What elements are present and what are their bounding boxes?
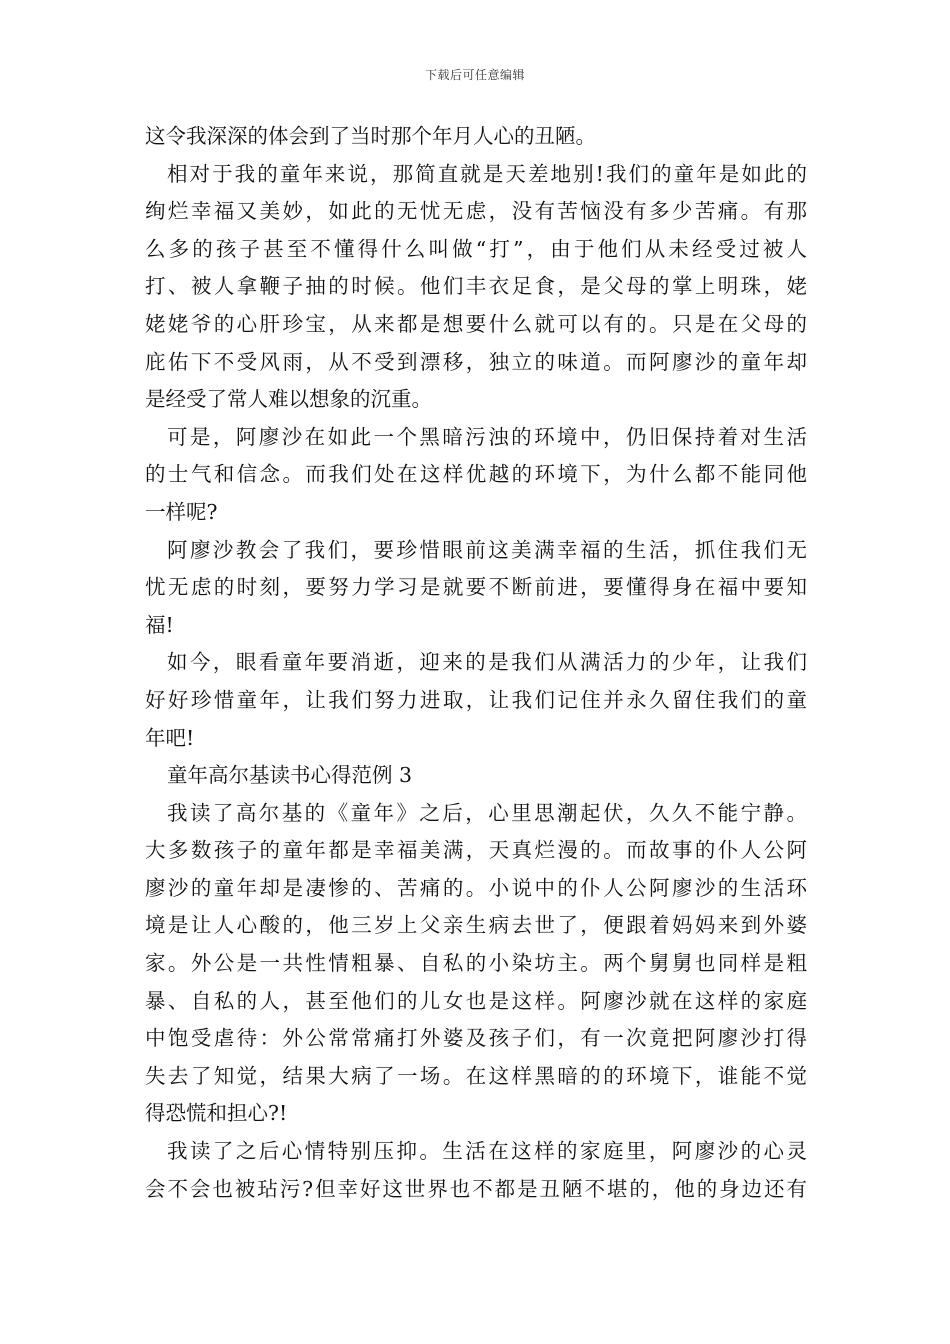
text-line: 暴、自私的人，甚至他们的儿女也是这样。阿廖沙就在这样的家庭 [145, 988, 807, 1013]
text-line: 好好珍惜童年，让我们努力进取，让我们记住并永久留住我们的童 [145, 687, 807, 712]
paragraph [145, 419, 807, 532]
text-line: 大多数孩子的童年都是幸福美满，天真烂漫的。而故事的仆人公阿 [145, 838, 807, 863]
paragraph [145, 795, 807, 1133]
paragraph [145, 118, 807, 156]
section-heading: 童年高尔基读书心得范例 3 [167, 763, 413, 788]
text-line: 的士气和信念。而我们处在这样优越的环境下，为什么都不能同他 [145, 462, 807, 487]
text-line: 相对于我的童年来说，那简直就是天差地别!我们的童年是如此的 [167, 161, 807, 186]
text-line: 忧无虑的时刻，要努力学习是就要不断前进，要懂得身在福中要知 [145, 575, 807, 600]
text-line: 打、被人拿鞭子抽的时候。他们丰衣足食，是父母的掌上明珠，姥 [145, 274, 807, 299]
text-line: 么多的孩子甚至不懂得什么叫做“打”，由于他们从未经受过被人 [145, 236, 807, 261]
text-line: 失去了知觉，结果大病了一场。在这样黑暗的的环境下，谁能不觉 [145, 1063, 807, 1088]
text-line: 庇佑下不受风雨，从不受到漂移，独立的味道。而阿廖沙的童年却 [145, 349, 807, 374]
paragraph [145, 644, 807, 757]
text-line: 会不会也被玷污?但幸好这世界也不都是丑陋不堪的，他的身边还有 [145, 1176, 807, 1201]
paragraph [145, 1133, 807, 1208]
text-line: 我读了高尔基的《童年》之后，心里思潮起伏，久久不能宁静。 [167, 800, 807, 825]
text-line: 如今，眼看童年要消逝，迎来的是我们从满活力的少年，让我们 [167, 650, 807, 675]
text-line: 年吧! [145, 725, 195, 750]
text-line: 廖沙的童年却是凄惨的、苦痛的。小说中的仆人公阿廖沙的生活环 [145, 875, 807, 900]
text-line: 境是让人心酸的，他三岁上父亲生病去世了，便跟着妈妈来到外婆 [145, 913, 807, 938]
text-line: 是经受了常人难以想象的沉重。 [145, 387, 432, 412]
text-line: 这令我深深的体会到了当时那个年月人心的丑陋。 [145, 124, 596, 148]
page-header: 下载后可任意编辑 [424, 68, 525, 82]
text-line: 我读了之后心情特别压抑。生活在这样的家庭里，阿廖沙的心灵 [167, 1139, 807, 1164]
document-body [145, 118, 807, 1208]
text-line: 绚烂幸福又美妙，如此的无忧无虑，没有苦恼没有多少苦痛。有那 [145, 199, 807, 224]
text-line: 一样呢? [145, 499, 218, 524]
text-line: 得恐慌和担心?! [145, 1101, 288, 1126]
text-line: 姥姥爷的心肝珍宝，从来都是想要什么就可以有的。只是在父母的 [145, 311, 807, 336]
paragraph [145, 156, 807, 419]
text-line: 阿廖沙教会了我们，要珍惜眼前这美满幸福的生活，抓住我们无 [167, 537, 807, 562]
text-line: 中饱受虐待：外公常常痛打外婆及孩子们，有一次竟把阿廖沙打得 [145, 1026, 807, 1051]
text-line: 家。外公是一共性情粗暴、自私的小染坊主。两个舅舅也同样是粗 [145, 951, 807, 976]
paragraph [145, 532, 807, 645]
text-line: 可是，阿廖沙在如此一个黑暗污浊的环境中，仍旧保持着对生活 [167, 424, 807, 449]
text-line: 福! [145, 612, 174, 637]
